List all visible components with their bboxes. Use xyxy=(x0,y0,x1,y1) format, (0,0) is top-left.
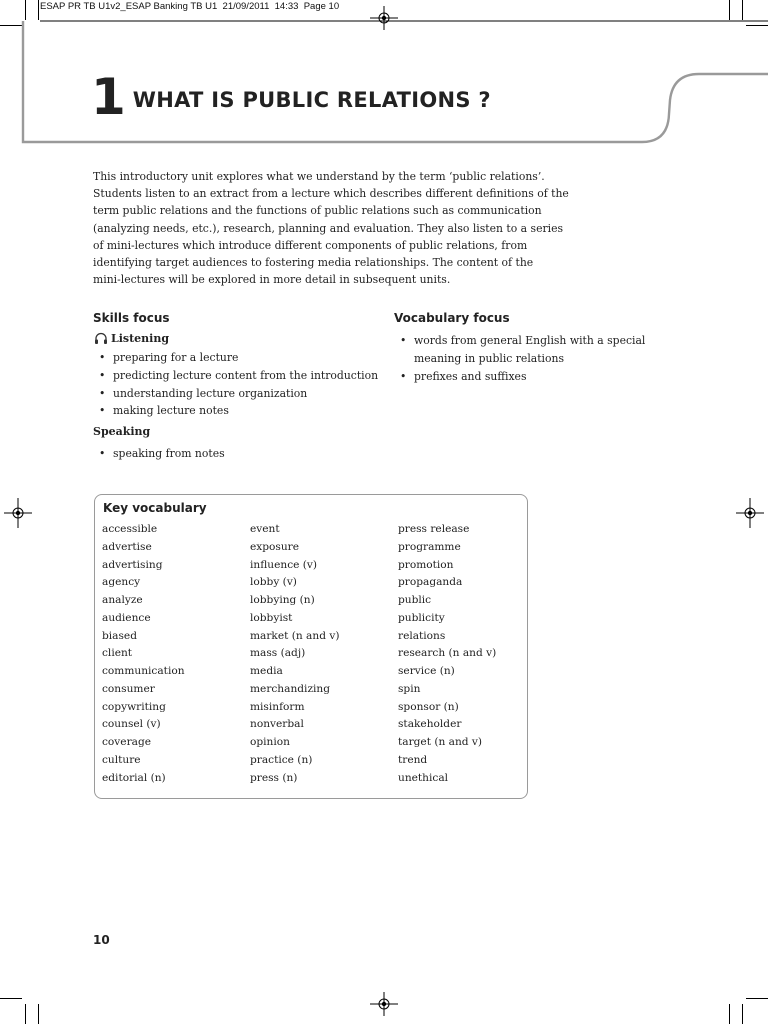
vocab-item: opinion xyxy=(250,736,290,748)
vocab-item: agency xyxy=(102,576,141,589)
vocab-item: lobbying (n) xyxy=(250,594,315,606)
vocab-item: market (n and v) xyxy=(250,629,340,642)
vocab-item: communication xyxy=(102,665,185,677)
vocab-item: advertising xyxy=(102,558,163,571)
vocabulary-focus-heading: Vocabulary focus xyxy=(394,311,510,325)
list-item: • words from general English with a special meaning in public relations xyxy=(394,332,684,368)
vocab-item: misinform xyxy=(250,700,305,713)
vocab-item: trend xyxy=(398,753,428,766)
vocab-item: publicity xyxy=(398,611,445,624)
vocab-item: research (n and v) xyxy=(398,647,497,660)
list-item: • making lecture notes xyxy=(93,402,393,420)
list-item: • speaking from notes xyxy=(93,445,393,463)
registration-mark-icon xyxy=(736,498,764,528)
vocab-item: press (n) xyxy=(250,771,298,784)
unit-header xyxy=(91,68,491,126)
vocab-item: accessible xyxy=(102,523,158,535)
intro-line: of mini-lectures which introduce different components of public relations, from xyxy=(93,238,528,252)
vocab-item: spin xyxy=(398,682,421,695)
intro-line: Students listen to an extract from a lecture which describes different definitions of the xyxy=(93,187,569,201)
intro-line: (analyzing needs, etc.), research, planning and evaluation. They also listen to a series xyxy=(93,221,563,235)
vocab-column-3 xyxy=(398,521,496,787)
listening-label: Listening xyxy=(111,332,170,345)
vocab-item: programme xyxy=(398,540,461,553)
vocab-item: coverage xyxy=(102,736,151,748)
vocab-item: media xyxy=(250,665,283,677)
vocab-item: editorial (n) xyxy=(102,771,166,784)
vocab-item: analyze xyxy=(102,594,143,606)
vocab-item: stakeholder xyxy=(398,718,462,731)
key-vocabulary-heading: Key vocabulary xyxy=(103,501,207,515)
vocab-item: public xyxy=(398,594,432,606)
vocab-item: advertise xyxy=(102,540,152,553)
vocab-item: lobbyist xyxy=(250,611,293,624)
list-item: • understanding lecture organization xyxy=(93,385,393,403)
vocab-item: culture xyxy=(102,753,141,766)
key-vocabulary-box xyxy=(94,494,528,799)
vocab-item: counsel (v) xyxy=(102,718,161,731)
vocab-item: audience xyxy=(102,611,151,624)
registration-mark-icon xyxy=(370,992,398,1016)
printer-slug-line: ESAP PR TB U1v2_ESAP Banking TB U1 21/09/2011 14:33 Page 10 xyxy=(40,1,340,12)
vocab-item: nonverbal xyxy=(250,718,304,731)
page-number: 10 xyxy=(93,933,110,947)
registration-mark-icon xyxy=(370,6,398,30)
unit-number: 1 xyxy=(91,68,125,126)
vocab-item: consumer xyxy=(102,682,155,695)
vocab-column-2 xyxy=(250,521,339,787)
vocab-item: mass (adj) xyxy=(250,647,306,660)
vocab-item: copywriting xyxy=(102,700,166,713)
listening-subheading xyxy=(94,332,169,345)
unit-title: WHAT IS PUBLIC RELATIONS ? xyxy=(132,88,491,112)
vocabulary-focus-list xyxy=(394,332,684,385)
vocab-column-1 xyxy=(102,521,185,787)
skills-focus-heading: Skills focus xyxy=(93,311,170,325)
vocab-item: merchandizing xyxy=(250,682,331,695)
intro-line: mini-lectures will be explored in more detail in subsequent units. xyxy=(93,273,451,287)
vocab-item: event xyxy=(250,523,280,535)
list-item: • preparing for a lecture xyxy=(93,349,393,367)
vocab-item: relations xyxy=(398,629,446,642)
vocab-item: propaganda xyxy=(398,576,463,589)
headphones-icon xyxy=(94,332,108,345)
vocab-item: press release xyxy=(398,523,470,535)
vocab-item: sponsor (n) xyxy=(398,700,459,713)
list-item: • prefixes and suffixes xyxy=(394,368,684,386)
vocab-item: service (n) xyxy=(398,665,455,677)
vocab-item: lobby (v) xyxy=(250,576,297,589)
intro-line: This introductory unit explores what we understand by the term ‘public relations’. xyxy=(93,170,545,183)
registration-mark-icon xyxy=(4,498,32,528)
intro-paragraph xyxy=(93,168,569,288)
vocab-item: target (n and v) xyxy=(398,736,483,748)
listening-list xyxy=(93,349,393,420)
intro-line: term public relations and the functions of public relations such as communication xyxy=(93,204,542,218)
intro-line: identifying target audiences to fostering media relationships. The content of the xyxy=(93,256,534,270)
vocab-item: client xyxy=(102,647,133,660)
vocab-item: influence (v) xyxy=(250,558,318,571)
vocab-item: promotion xyxy=(398,558,454,571)
vocab-item: practice (n) xyxy=(250,753,313,766)
list-item: • predicting lecture content from the introduction xyxy=(93,367,393,385)
vocab-item: exposure xyxy=(250,540,299,553)
speaking-list xyxy=(93,445,393,463)
speaking-subheading: Speaking xyxy=(93,425,151,438)
vocab-item: biased xyxy=(102,629,137,642)
vocab-item: unethical xyxy=(398,771,449,784)
